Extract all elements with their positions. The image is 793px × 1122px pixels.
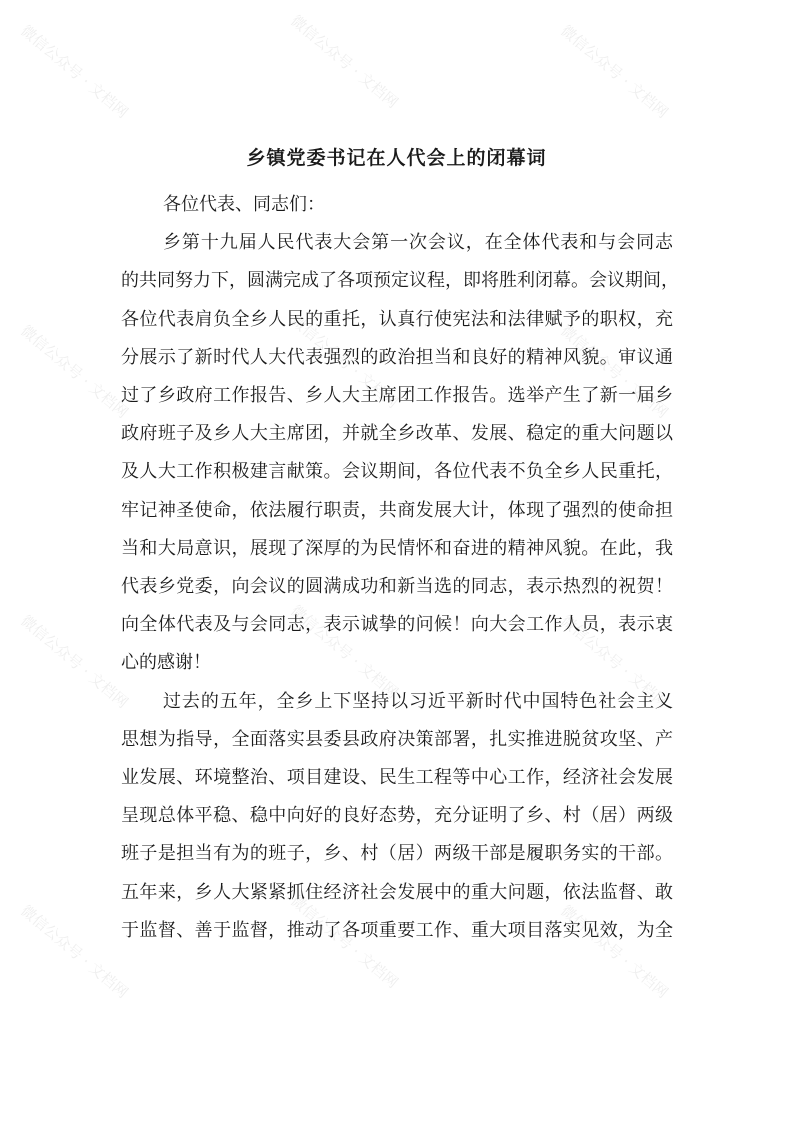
- watermark-text: 微信公众号 · 文档网: [17, 901, 132, 1002]
- watermark-text: 微信公众号 · 文档网: [287, 11, 402, 112]
- watermark-text: 微信公众号 · 文档网: [557, 21, 672, 122]
- watermark-text: 微信公众号 · 文档网: [17, 321, 132, 422]
- watermark-text: 微信公众号 · 文档网: [17, 611, 132, 712]
- text-line: 各位代表肩负全乡人民的重托，认真行使宪法和法律赋予的职权，充: [121, 308, 673, 330]
- document-title: 乡镇党委书记在人代会上的闭幕词: [246, 146, 547, 169]
- text-line: 过了乡政府工作报告、乡人大主席团工作报告。选举产生了新一届乡: [121, 385, 673, 407]
- text-line: 代表乡党委，向会议的圆满成功和新当选的同志，表示热烈的祝贺！: [121, 576, 673, 598]
- text-line: 过去的五年，全乡上下坚持以习近平新时代中国特色社会主义: [163, 690, 673, 712]
- text-line: 乡第十九届人民代表大会第一次会议，在全体代表和与会同志: [163, 232, 673, 254]
- watermark-text: 微信公众号 · 文档网: [557, 611, 672, 712]
- text-line: 当和大局意识，展现了深厚的为民情怀和奋进的精神风貌。在此，我: [121, 537, 673, 559]
- text-line: 业发展、环境整治、项目建设、民生工程等中心工作，经济社会发展: [121, 767, 673, 789]
- document-body: [121, 186, 679, 950]
- text-line: 班子是担当有为的班子，乡、村（居）两级干部是履职务实的干部。: [121, 843, 673, 865]
- text-line: 于监督、善于监督，推动了各项重要工作、重大项目落实见效，为全: [121, 919, 673, 941]
- text-line: 呈现总体平稳、稳中向好的良好态势，充分证明了乡、村（居）两级: [121, 805, 673, 827]
- watermark-text: 微信公众号 · 文档网: [287, 601, 402, 702]
- text-line: 及人大工作积极建言献策。会议期间，各位代表不负全乡人民重托，: [121, 461, 673, 483]
- watermark-text: 微信公众号 · 文档网: [557, 321, 672, 422]
- text-line: 五年来，乡人大紧紧抓住经济社会发展中的重大问题，依法监督、敢: [121, 881, 673, 903]
- watermark-text: 微信公众号 · 文档网: [287, 311, 402, 412]
- text-line: 政府班子及乡人大主席团，并就全乡改革、发展、稳定的重大问题以: [121, 423, 673, 445]
- watermark-text: 微信公众号 · 文档网: [17, 21, 132, 122]
- paragraph-1: [121, 224, 679, 682]
- text-line: 思想为指导，全面落实县委县政府决策部署，扎实推进脱贫攻坚、产: [121, 728, 673, 750]
- text-line: 向全体代表及与会同志，表示诚挚的问候！向大会工作人员，表示衷: [121, 614, 673, 636]
- watermark-text: 微信公众号 · 文档网: [287, 891, 402, 992]
- paragraph-2: [121, 683, 673, 950]
- text-line: 分展示了新时代人大代表强烈的政治担当和良好的精神风貌。审议通: [121, 346, 673, 368]
- text-line: 心的感谢！: [121, 652, 211, 674]
- text-line: 的共同努力下，圆满完成了各项预定议程，即将胜利闭幕。会议期间，: [121, 270, 679, 292]
- text-line: 牢记神圣使命，依法履行职责，共商发展大计，体现了强烈的使命担: [121, 499, 673, 521]
- watermark-text: 微信公众号 · 文档网: [557, 901, 672, 1002]
- salutation: 各位代表、同志们：: [163, 194, 325, 215]
